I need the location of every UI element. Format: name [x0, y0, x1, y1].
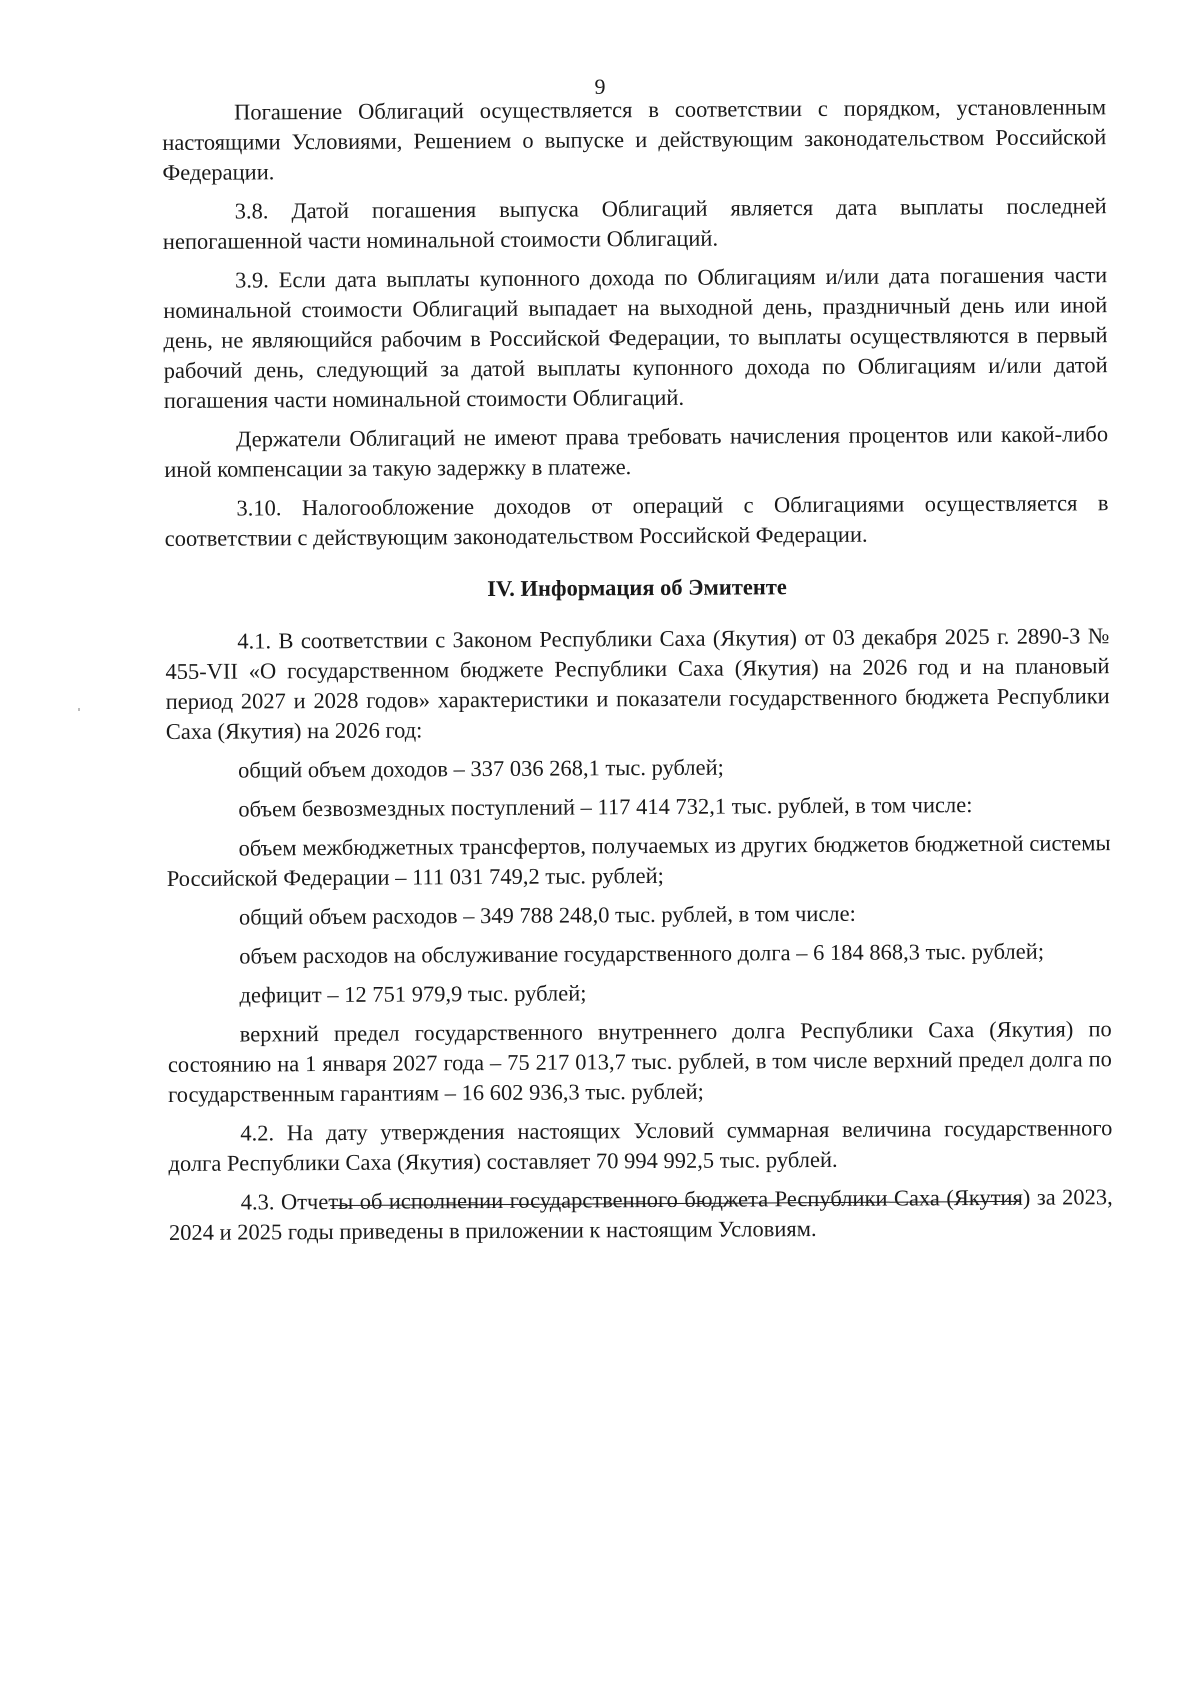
- section-heading-issuer-info: IV. Информация об Эмитенте: [487, 574, 787, 602]
- paragraph-4-3: 4.3. Отчеты об исполнении государственного бюджета Республики Саха (Якутия) за 2023, 2024 и 2025 годы приведены в приложении к настоящим Условиям.: [168, 1184, 1113, 1245]
- budget-item: общий объем доходов – 337 036 268,1 тыс. рублей;: [238, 754, 724, 783]
- document-body: [162, 92, 1113, 1257]
- page-number: 9: [594, 74, 606, 99]
- budget-item: верхний предел государственного внутреннего долга Республики Саха (Якутия) по состоянию на 1 января 2027 года – 75 217 013,7 тыс. рублей, в том числе верхний предел долга по государственным гарантиям – 16 602 936,3 тыс. рублей;: [167, 1016, 1112, 1107]
- paragraph-4-2: 4.2. На дату утверждения настоящих Условий суммарная величина государственного долга Республики Саха (Якутия) составляет 70 994 992,5 тыс. рублей.: [168, 1115, 1113, 1176]
- paragraph-3-10: 3.10. Налогообложение доходов от операций с Облигациями осуществляется в соответствии с действующим законодательством Российской Федерации.: [164, 490, 1109, 551]
- paragraph-holders: Держатели Облигаций не имеют права требовать начисления процентов или какой-либо иной компенсации за такую задержку в платеже.: [164, 421, 1109, 482]
- budget-item: объем межбюджетных трансфертов, получаемых из других бюджетов бюджетной системы Российской Федерации – 111 031 749,2 тыс. рублей;: [166, 830, 1111, 891]
- scan-speck: [78, 708, 80, 711]
- paragraph-repayment-order: Погашение Облигаций осуществляется в соответствии с порядком, установленным настоящими Условиями, Решением о выпуске и действующим законодательством Российской Федерации.: [162, 94, 1107, 185]
- budget-item: общий объем расходов – 349 788 248,0 тыс. рублей, в том числе:: [238, 900, 856, 930]
- paragraph-3-9: 3.9. Если дата выплаты купонного дохода по Облигациям и/или дата погашения части номинальной стоимости Облигаций выпадает на выходной день, праздничный день или иной день, не являющийся рабочим в Российской Федерации, то выплаты осуществляются в первый рабочий день, следующий за датой выплаты купонного дохода по Облигациям и/или датой погашения части номинальной стоимости Облигаций.: [163, 262, 1108, 413]
- paragraph-4-1: 4.1. В соответствии с Законом Республики Саха (Якутия) от 03 декабря 2025 г. 2890-З № 455-VII «О государственном бюджете Республики Саха (Якутия) на 2026 год и на плановый период 2027 и 2028 годов» характеристики и показатели государственного бюджета Республики Саха (Якутия) на 2026 год:: [165, 623, 1110, 744]
- paragraph-3-8: 3.8. Датой погашения выпуска Облигаций является дата выплаты последней непогашенной части номинальной стоимости Облигаций.: [162, 193, 1107, 254]
- budget-item: объем безвозмездных поступлений – 117 414 732,1 тыс. рублей, в том числе:: [238, 792, 973, 822]
- budget-item: дефицит – 12 751 979,9 тыс. рублей;: [239, 980, 587, 1008]
- budget-item: объем расходов на обслуживание государственного долга – 6 184 868,3 тыс. рублей;: [239, 938, 1045, 969]
